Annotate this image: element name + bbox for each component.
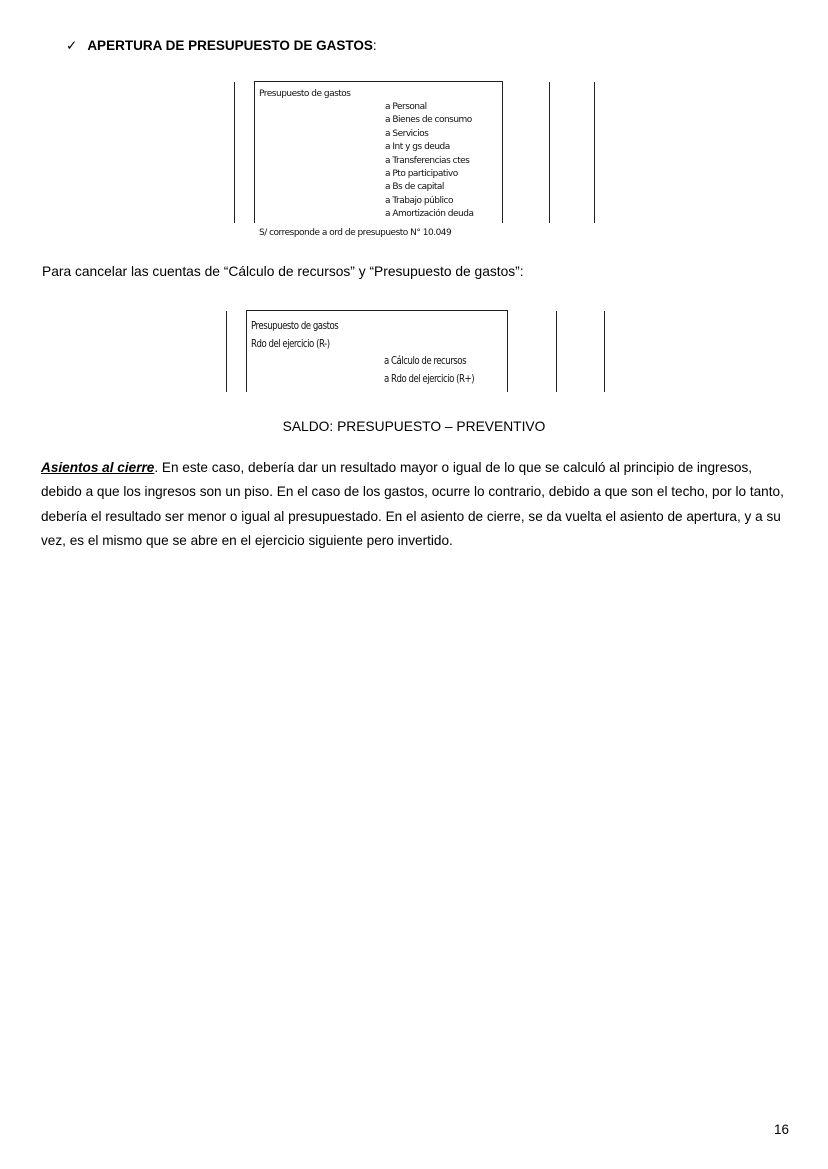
intro-paragraph: Para cancelar las cuentas de “Cálculo de recursos” y “Presupuesto de gastos”: [42,264,524,279]
ledger-rule [507,310,508,392]
saldo-line: SALDO: PRESUPUESTO – PREVENTIVO [282,419,546,434]
closing-text: . En este caso, debería dar un resultado mayor o igual de lo que se calculó al principio de ingresos, debido a que los ingresos son un piso. En el caso de los gastos, ocurre lo contrario, debido a que son el techo, por lo tanto, debería el resultado ser menor o igual al presupuestado. En el asiento de cierre, se da vuelta el asiento de apertura, y a su vez, es el mismo que se abre en el ejercicio siguiente pero invertido. [41,460,784,548]
ledger-rule [254,81,503,82]
ledger-debit-account: Rdo del ejercicio (R-) [251,337,330,350]
ledger-credit-account: a Bienes de consumo [385,115,472,126]
ledger-rule [549,82,550,223]
ledger-credit-account: a Amortización deuda [385,209,474,220]
section-heading [66,38,377,54]
closing-paragraph [41,456,786,553]
ledger-rule [254,82,255,223]
section-heading-colon: : [372,38,377,53]
ledger-rule [556,311,557,392]
ledger-credit-account: a Servicios [385,128,429,139]
ledger-debit-account: Presupuesto de gastos [251,320,339,332]
ledger-rule [502,81,503,223]
ledger-rule [594,82,595,223]
ledger-debit-account: Presupuesto de gastos [259,89,351,99]
ledger-credit-account: a Rdo del ejercicio (R+) [384,372,475,385]
ledger-credit-account: a Personal [385,102,427,112]
ledger-credit-account: a Int y gs deuda [385,142,450,153]
ledger-rule [246,310,508,311]
ledger-credit-account: a Trabajo público [385,195,453,206]
ledger-credit-account: a Bs de capital [385,182,444,193]
closing-lead: Asientos al cierre [41,460,155,475]
checkmark-icon: ✓ [66,38,78,53]
ledger-rule [604,311,605,392]
ledger-note: S/ corresponde a ord de presupuesto N° 10.049 [259,228,452,238]
ledger-rule [246,311,247,392]
ledger-credit-account: a Pto participativo [385,169,458,179]
ledger-credit-account: a Transferencias ctes [385,155,470,166]
section-heading-title: APERTURA DE PRESUPUESTO DE GASTOS [87,38,373,53]
ledger-rule [226,311,227,392]
page-number: 16 [774,1122,790,1137]
ledger-rule [234,82,235,223]
ledger-credit-account: a Cálculo de recursos [384,355,467,367]
